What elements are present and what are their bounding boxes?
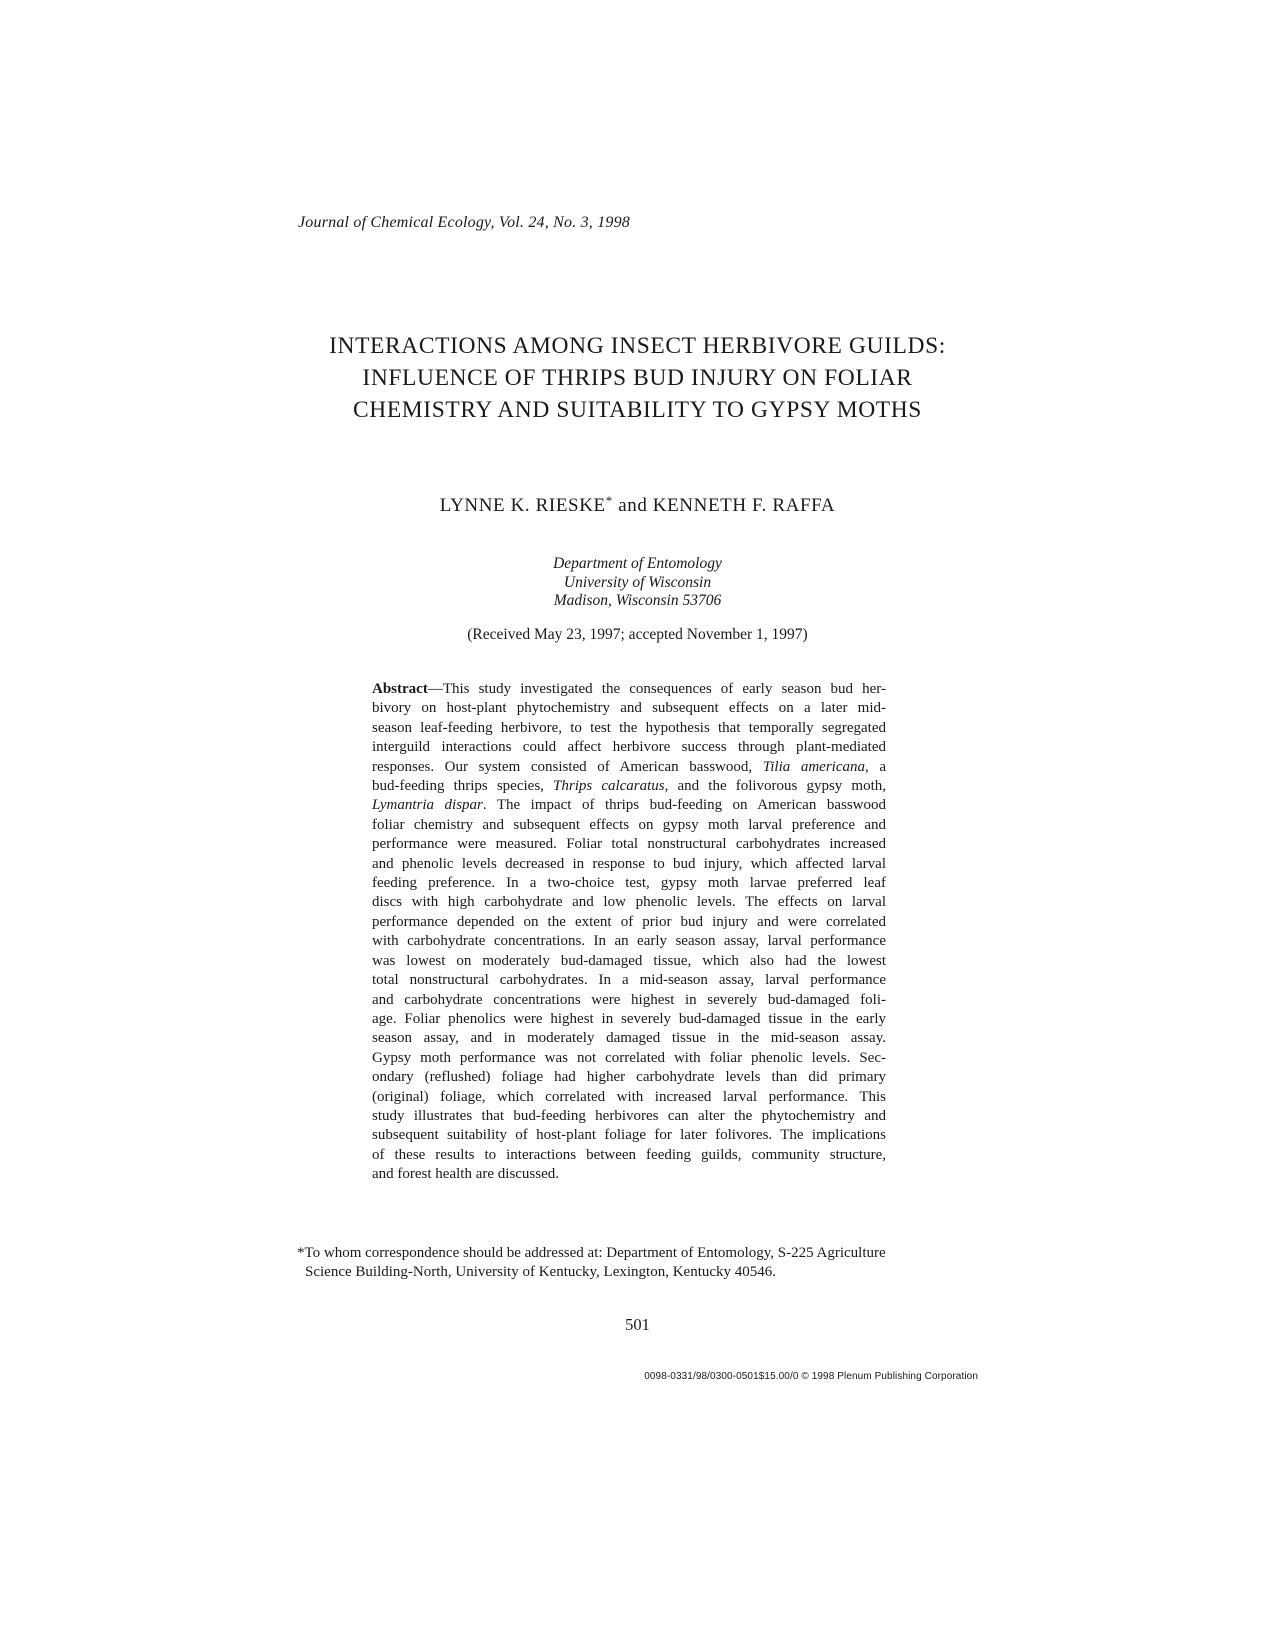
abstract-line: ondary (reflushed) foliage had higher carbohydrate levels than did primary	[372, 1069, 886, 1086]
corresponding-author-marker: *	[605, 493, 613, 508]
abstract-line: was lowest on moderately bud-damaged tissue, which also had the lowest	[372, 952, 886, 969]
author-first: LYNNE K. RIESKE	[439, 495, 606, 516]
title-line: INTERACTIONS AMONG INSECT HERBIVORE GUILDS:	[329, 333, 946, 359]
author-joiner: and	[612, 495, 653, 516]
author-second: KENNETH F. RAFFA	[652, 495, 836, 516]
species-name: Tilia americana	[762, 758, 865, 775]
journal-citation: Journal of Chemical Ecology, Vol. 24, No. 3, 1998	[298, 214, 630, 231]
author-list	[250, 495, 1025, 517]
abstract-line: foliar chemistry and subsequent effects on gypsy moth larval preference and	[372, 816, 886, 833]
abstract-text: —This study investigated the consequences of early season bud her-	[427, 681, 886, 697]
abstract	[372, 680, 886, 1185]
abstract-line: Gypsy moth performance was not correlated with foliar phenolic levels. Sec-	[372, 1049, 886, 1066]
abstract-line: age. Foliar phenolics were highest in severely bud-damaged tissue in the early	[372, 1010, 886, 1027]
title-line: INFLUENCE OF THRIPS BUD INJURY ON FOLIAR	[362, 365, 913, 391]
abstract-line: discs with high carbohydrate and low phenolic levels. The effects on larval	[372, 894, 886, 911]
paper-title	[250, 330, 1025, 426]
affiliation	[250, 555, 1025, 611]
abstract-line: study illustrates that bud-feeding herbivores can alter the phytochemistry and	[372, 1107, 886, 1124]
abstract-line: bud-feeding thrips species, Thrips calcaratus, and the folivorous gypsy moth,	[372, 778, 886, 795]
abstract-line: season leaf-feeding herbivore, to test the hypothesis that temporally segregated	[372, 719, 886, 736]
affiliation-department: Department of Entomology	[553, 555, 722, 572]
footnote-line: Science Building-North, University of Kentucky, Lexington, Kentucky 40546.	[305, 1264, 777, 1280]
abstract-line: Lymantria dispar. The impact of thrips bud-feeding on American basswood	[372, 797, 886, 814]
abstract-line	[372, 680, 886, 699]
abstract-line: responses. Our system consisted of American basswood, Tilia americana, a	[372, 758, 886, 775]
affiliation-location: Madison, Wisconsin 53706	[553, 592, 722, 609]
title-line: CHEMISTRY AND SUITABILITY TO GYPSY MOTHS	[353, 397, 922, 423]
received-dates: (Received May 23, 1997; accepted November 1, 1997)	[467, 626, 808, 643]
page-number: 501	[625, 1315, 650, 1334]
affiliation-university: University of Wisconsin	[563, 573, 712, 591]
species-name: Lymantria dispar	[372, 797, 483, 814]
abstract-line: (original) foliage, which correlated with increased larval performance. This	[372, 1088, 886, 1105]
abstract-line: of these results to interactions between feeding guilds, community structure,	[372, 1146, 886, 1163]
abstract-line: feeding preference. In a two-choice test, gypsy moth larvae preferred leaf	[372, 875, 886, 892]
abstract-line: total nonstructural carbohydrates. In a mid-season assay, larval performance	[372, 972, 886, 989]
abstract-line: season assay, and in moderately damaged tissue in the mid-season assay.	[372, 1030, 886, 1047]
abstract-line: bivory on host-plant phytochemistry and subsequent effects on a later mid-	[372, 700, 886, 717]
abstract-line: interguild interactions could affect herbivore success through plant-mediated	[372, 739, 886, 756]
abstract-line: subsequent suitability of host-plant foliage for later folivores. The implications	[372, 1127, 886, 1144]
abstract-line: and carbohydrate concentrations were highest in severely bud-damaged foli-	[372, 991, 886, 1008]
copyright-notice: 0098-0331/98/0300-0501$15.00/0 © 1998 Plenum Publishing Corporation	[644, 1371, 978, 1382]
abstract-line: and forest health are discussed.	[372, 1166, 560, 1183]
abstract-line: with carbohydrate concentrations. In an early season assay, larval performance	[372, 933, 886, 950]
footnote-line: *To whom correspondence should be addressed at: Department of Entomology, S-225 Agriculture	[297, 1245, 886, 1261]
abstract-line: performance depended on the extent of prior bud injury and were correlated	[372, 913, 886, 930]
abstract-line: and phenolic levels decreased in response to bud injury, which affected larval	[372, 855, 886, 872]
abstract-label: Abstract	[372, 681, 428, 697]
species-name: Thrips calcaratus	[553, 778, 665, 795]
abstract-line: performance were measured. Foliar total nonstructural carbohydrates increased	[372, 836, 886, 853]
correspondence-footnote	[297, 1244, 977, 1282]
